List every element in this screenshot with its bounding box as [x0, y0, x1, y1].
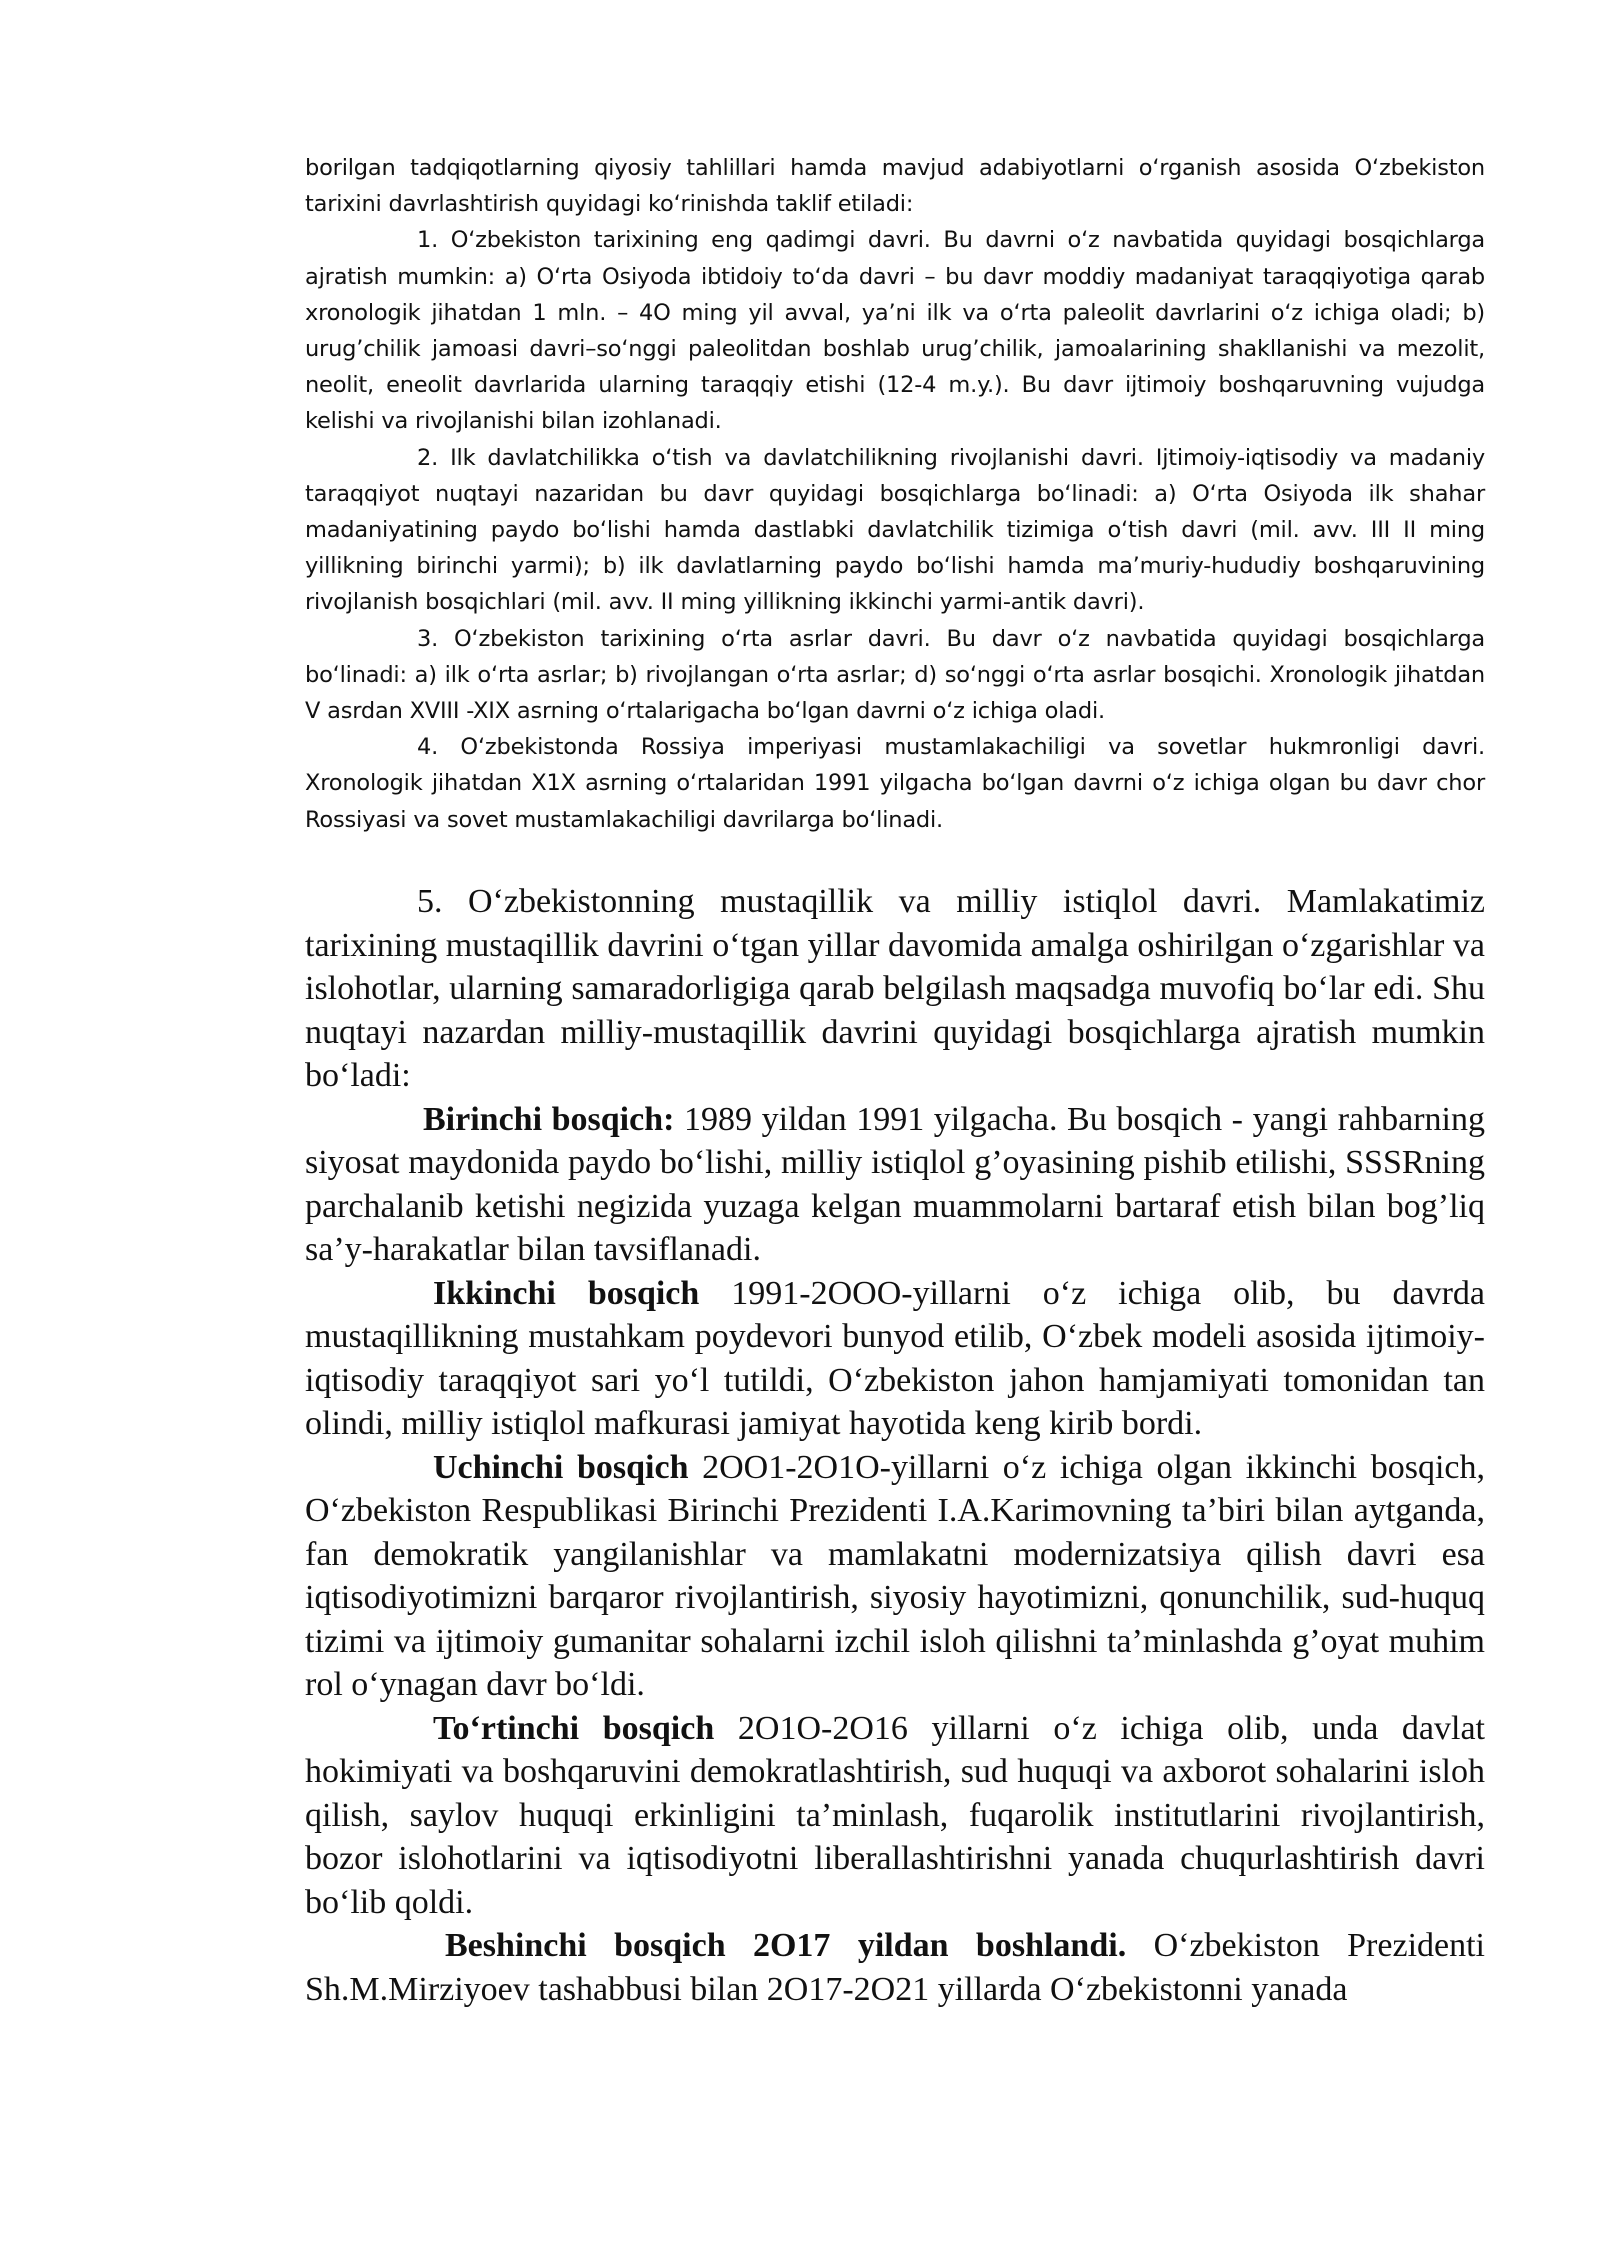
- list-item-1: 1. O‘zbekiston tarixining eng qadimgi davri. Bu davrni o‘z navbatida quyidagi bosqichlarga ajratish mumkin: a) O‘rta Osiyoda ibtidoiy to‘da davri – bu davr moddiy madaniyat taraqqiyotiga qarab xronologik jihatdan 1 mln. – 4O ming yil avval, ya’ni ilk va o‘rta paleolit davrlarini o‘z ichiga oladi; b) urug’chilik jamoasi davri–so‘nggi paleolitdan boshlab urug’chilik, jamoalarining shakllanishi va mezolit, neolit, eneolit davrlarida ularning taraqqiy etishi (12-4 m.y.). Bu davr ijtimoiy boshqaruvning vujudga kelishi va rivojlanishi bilan izohlanadi.: [305, 227, 1485, 435]
- stage-3-text: 2OO1-2O1O-yillarni o‘z ichiga olgan ikkinchi bosqich, O‘zbekiston Respublikasi Birinchi Prezidenti I.A.Karimovning ta’biri bilan aytganda, fan demokratik yangilanishlar va mamlakatni modernizatsiya qilish davri esa iqtisodiyotimizni barqaror rivojlantirish, siyosiy hayotimizni, qonunchilik, sud-huquq tizimi va ijtimoiy gumanitar sohalarni izchil isloh qilishni ta’minlashda g’oyat muhim rol o‘ynagan davr bo‘ldi.: [305, 1448, 1486, 1703]
- intro-paragraph: borilgan tadqiqotlarning qiyosiy tahlillari hamda mavjud adabiyotlarni o‘rganish asosida O‘zbekiston tarixini davrlashtirish quyidagi ko‘rinishda taklif etiladi:: [305, 155, 1485, 218]
- main-block: [305, 880, 1485, 2011]
- stage-1-title: Birinchi bosqich:: [423, 1100, 675, 1138]
- stage-2-title: Ikkinchi bosqich: [433, 1274, 700, 1312]
- stage-3-paragraph: [305, 1446, 1485, 1707]
- stage-5-paragraph: [305, 1924, 1485, 2011]
- stage-4-paragraph: [305, 1707, 1485, 1925]
- stage-2-text: 1991-2OOO-yillarni o‘z ichiga olib, bu davrda mustaqillikning mustahkam poydevori bunyod etilib, O‘zbek modeli asosida ijtimoiy-iqtisodiy taraqqiyot sari yo‘l tutildi, O‘zbekiston jahon hamjamiyati tomonidan tan olindi, milliy istiqlol mafkurasi jamiyat hayotida keng kirib bordi.: [305, 1274, 1485, 1442]
- stage-5-title: Beshinchi bosqich 2O17 yildan boshlandi.: [445, 1927, 1127, 1964]
- section-5-text: O‘zbekistonning mustaqillik va milliy istiqlol davri. Mamlakatimiz tarixining mustaqillik davrini o‘tgan yillar davomida amalga oshirilgan o‘zgarishlar va islohotlar, ularning samaradorligiga qarab belgilash maqsadga muvofiq bo‘lar edi. Shu nuqtayi nazardan milliy-mustaqillik davrini quyidagi bosqichlarga ajratish mumkin bo‘ladi:: [305, 883, 1486, 1094]
- stage-5-text: O‘zbekiston Prezidenti Sh.M.Mirziyoev tashabbusi bilan 2O17-2O21 yillarda O‘zbekistonni yanada: [305, 1927, 1485, 2008]
- stage-2-paragraph: [305, 1272, 1485, 1446]
- stage-4-title: To‘rtinchi bosqich: [433, 1709, 715, 1747]
- section-5-number: 5.: [417, 883, 443, 920]
- stage-1-paragraph: [305, 1098, 1485, 1272]
- section-5-paragraph: [305, 880, 1485, 1098]
- list-item-3: 3. O‘zbekiston tarixining o‘rta asrlar davri. Bu davr o‘z navbatida quyidagi bosqichlarga bo‘linadi: a) ilk o‘rta asrlar; b) rivojlangan o‘rta asrlar; d) so‘nggi o‘rta asrlar bosqichi. Xronologik jihatdan V asrdan XVIII -XIX asrning o‘rtalarigacha bo‘lgan davrni o‘z ichiga oladi.: [305, 625, 1485, 725]
- list-item-2: 2. Ilk davlatchilikka o‘tish va davlatchilikning rivojlanishi davri. Ijtimoiy-iqtisodiy va madaniy taraqqiyot nuqtayi nazaridan bu davr quyidagi bosqichlarga bo‘linadi: a) O‘rta Osiyoda ilk shahar madaniyatining paydo bo‘lishi hamda dastlabki davlatchilik tizimiga o‘tish davri (mil. avv. III II ming yillikning birinchi yarmi); b) ilk davlatlarning paydo bo‘lishi hamda ma’muriy-hududiy boshqaruvining rivojlanish bosqichlari (mil. avv. II ming yillikning ikkinchi yarmi-antik davri).: [305, 444, 1485, 616]
- stage-3-title: Uchinchi bosqich: [433, 1448, 689, 1486]
- stage-4-text: 2O1O-2O16 yillarni o‘z ichiga olib, unda davlat hokimiyati va boshqaruvini demokratlashtirish, sud huquqi va axborot sohalarini isloh qilish, saylov huquqi erkinligini ta’minlash, fuqarolik institutlarini rivojlantirish, bozor islohotlarini va iqtisodiyotni liberallashtirishni yanada chuqurlashtirish davri bo‘lib qoldi.: [305, 1709, 1486, 1921]
- stage-1-text: 1989 yildan 1991 yilgacha. Bu bosqich - yangi rahbarning siyosat maydonida paydo bo‘lishi, milliy istiqlol g’oyasining pishib etilishi, SSSRning parchalanib ketishi negizida yuzaga kelgan muammolarni bartaraf etish bilan bog’liq sa’y-harakatlar bilan tavsiflanadi.: [305, 1100, 1485, 1268]
- intro-block: [305, 150, 1485, 838]
- list-item-4: 4. O‘zbekistonda Rossiya imperiyasi mustamlakachiligi va sovetlar hukmronligi davri. Xronologik jihatdan X1X asrning o‘rtalaridan 1991 yilgacha bo‘lgan davrni o‘z ichiga olgan bu davr chor Rossiyasi va sovet mustamlakachiligi davrilarga bo‘linadi.: [305, 734, 1485, 833]
